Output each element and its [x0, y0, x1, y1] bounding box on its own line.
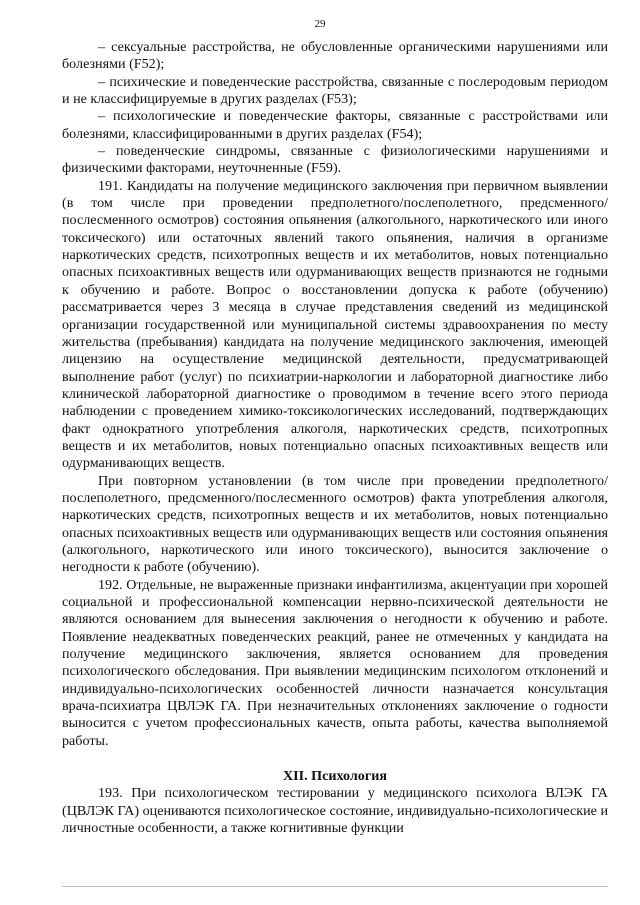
list-item-f59: – поведенческие синдромы, связанные с физиологическими нарушениями и физическими факторами, неуточненные (F59).: [62, 143, 608, 177]
page-number: 29: [314, 18, 326, 30]
list-item-f52: – сексуальные расстройства, не обусловленные органическими нарушениями или болезнями (F52);: [62, 39, 608, 73]
paragraph-repeat-detection: При повторном установлении (в том числе при проведении предполетного/послеполетного, предсменного/послесменного осмотров) факта употребления алкоголя, наркотических средств, психотропных веществ и их метаболитов, новых потенциально опасных психоактивных веществ или одурманивающих веществ или состояния опьянения (алкогольного, наркотического или иного токсического), выносится заключение о негодности к работе (обучению).: [62, 472, 608, 576]
paragraph-191: 191. Кандидаты на получение медицинского заключения при первичном выявлении (в том числе при проведении предполетного/послеполетного, предсменного/послесменного осмотров) состояния опьянения (алкогольного, наркотического или иного токсического) или остаточных явлений такого опьянения, наличия в организме наркотических средств, психотропных веществ и их метаболитов, новых потенциально опасных психоактивных веществ или одурманивающих веществ признаются не годными к обучению и работе. Вопрос о восстановлении допуска к работе (обучению) рассматривается через 3 месяца в случае представления сведений из медицинской организации государственной или муниципальной системы здравоохранения по месту жительства (пребывания) кандидата на получение медицинского заключения, имеющей лицензию на осуществление медицинской деятельности, предусматривающей выполнение работ (услуг) по психиатрии-наркологии и лабораторной диагностике либо клинической лабораторной диагностике о проводимом в течение всего этого периода наблюдении с проведением химико-токсикологических исследований, подтверждающих факт однократного употребления алкоголя, наркотических средств, психотропных веществ и их метаболитов, новых потенциально опасных психоактивных веществ или одурманивающих веществ.: [62, 177, 608, 472]
section-heading: XII. Психология: [282, 768, 387, 785]
document-body: [62, 39, 608, 837]
paragraph-193: 193. При психологическом тестировании у медицинского психолога ВЛЭК ГА (ЦВЛЭК ГА) оцениваются психологическое состояние, индивидуально-психологические и личностные особенности, а также когнитивные функции: [62, 785, 608, 837]
paragraph-192: 192. Отдельные, не выраженные признаки инфантилизма, акцентуации при хорошей социальной и профессиональной компенсации нервно-психической деятельности не являются основанием для вынесения заключения о негодности к обучению и работе. Появление неадекватных поведенческих реакций, ранее не отмеченных у кандидата на получение медицинского заключения, является основанием для проведения психологического обследования. При выявлении медицинским психологом отклонений и индивидуально-психологических особенностей личности назначается консультация врача-психиатра ЦВЛЭК ГА. При незначительных отклонениях заключение о годности выносится с учетом профессиональных качеств, опыта работы, качества выполняемой работы.: [62, 576, 608, 749]
list-item-f54: – психологические и поведенческие факторы, связанные с расстройствами или болезнями, классифицированными в других разделах (F54);: [62, 108, 608, 142]
list-item-f53: – психические и поведенческие расстройства, связанные с послеродовым периодом и не классифицируемые в других разделах (F53);: [62, 73, 608, 108]
page-bottom-rule: [62, 886, 608, 887]
